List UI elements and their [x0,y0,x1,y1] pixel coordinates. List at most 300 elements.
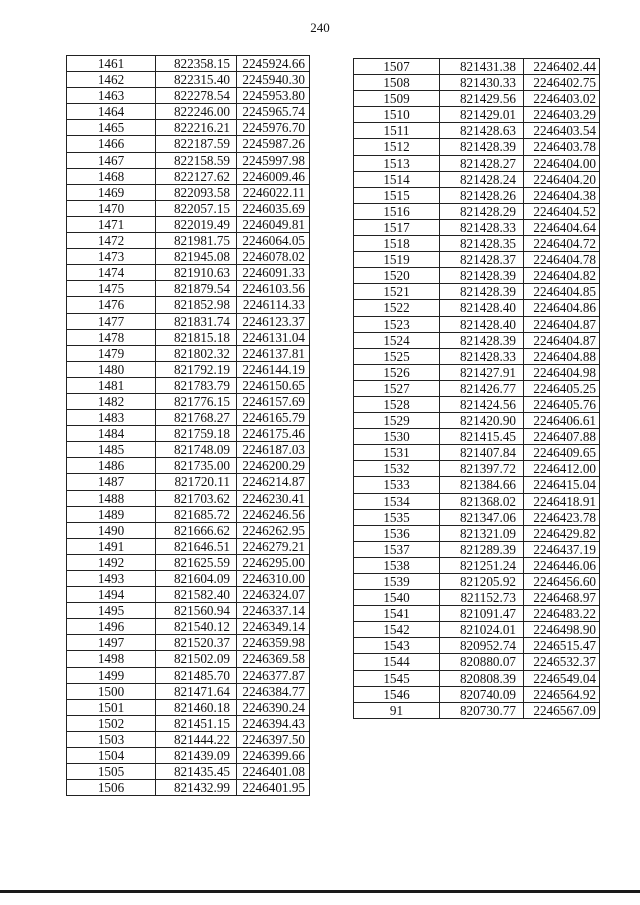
y-coordinate-cell: 2246403.78 [524,139,600,155]
point-number-cell: 1519 [354,252,440,268]
y-coordinate-cell: 2246404.85 [524,284,600,300]
point-number-cell: 1491 [67,538,156,554]
point-number-cell: 1538 [354,557,440,573]
y-coordinate-cell: 2246123.37 [237,313,310,329]
y-coordinate-cell: 2246567.09 [524,702,600,718]
table-row [354,606,600,622]
y-coordinate-cell: 2246399.66 [237,748,310,764]
x-coordinate-cell: 821485.70 [156,667,237,683]
y-coordinate-cell: 2246035.69 [237,200,310,216]
x-coordinate-cell: 821420.90 [440,413,524,429]
point-number-cell: 1507 [354,59,440,75]
y-coordinate-cell: 2246404.00 [524,155,600,171]
x-coordinate-cell: 821428.26 [440,187,524,203]
point-number-cell: 1527 [354,380,440,396]
table-row [67,361,310,377]
x-coordinate-cell: 821646.51 [156,538,237,554]
y-coordinate-cell: 2246114.33 [237,297,310,313]
x-coordinate-cell: 821776.15 [156,393,237,409]
x-coordinate-cell: 821685.72 [156,506,237,522]
y-coordinate-cell: 2246429.82 [524,525,600,541]
y-coordinate-cell: 2246415.04 [524,477,600,493]
y-coordinate-cell: 2246446.06 [524,557,600,573]
point-number-cell: 1518 [354,236,440,252]
point-number-cell: 1496 [67,619,156,635]
coordinate-table-left [66,55,310,796]
table-row [67,120,310,136]
y-coordinate-cell: 2246404.20 [524,171,600,187]
table-row [67,297,310,313]
x-coordinate-cell: 822315.40 [156,72,237,88]
y-coordinate-cell: 2246407.88 [524,429,600,445]
table-row [354,91,600,107]
y-coordinate-cell: 2246437.19 [524,541,600,557]
x-coordinate-cell: 821783.79 [156,377,237,393]
point-number-cell: 1536 [354,525,440,541]
point-number-cell: 1524 [354,332,440,348]
table-row [67,345,310,361]
x-coordinate-cell: 821368.02 [440,493,524,509]
y-coordinate-cell: 2246009.46 [237,168,310,184]
y-coordinate-cell: 2246549.04 [524,670,600,686]
x-coordinate-cell: 821384.66 [440,477,524,493]
table-row [67,442,310,458]
table-row [354,396,600,412]
y-coordinate-cell: 2246404.86 [524,300,600,316]
table-row [67,635,310,651]
y-coordinate-cell: 2246403.29 [524,107,600,123]
y-coordinate-cell: 2246402.75 [524,75,600,91]
y-coordinate-cell: 2246144.19 [237,361,310,377]
x-coordinate-cell: 821428.40 [440,300,524,316]
point-number-cell: 1529 [354,413,440,429]
table-row [67,490,310,506]
table-row [354,236,600,252]
table-row [67,184,310,200]
y-coordinate-cell: 2246230.41 [237,490,310,506]
y-coordinate-cell: 2245987.26 [237,136,310,152]
x-coordinate-cell: 822278.54 [156,88,237,104]
point-number-cell: 1533 [354,477,440,493]
point-number-cell: 1489 [67,506,156,522]
table-row [67,200,310,216]
point-number-cell: 1485 [67,442,156,458]
x-coordinate-cell: 821981.75 [156,233,237,249]
y-coordinate-cell: 2246078.02 [237,249,310,265]
y-coordinate-cell: 2246404.87 [524,316,600,332]
y-coordinate-cell: 2246214.87 [237,474,310,490]
table-row [67,104,310,120]
point-number-cell: 1476 [67,297,156,313]
point-number-cell: 1528 [354,396,440,412]
table-row [354,171,600,187]
table-row [354,670,600,686]
y-coordinate-cell: 2246402.44 [524,59,600,75]
y-coordinate-cell: 2246483.22 [524,606,600,622]
point-number-cell: 1467 [67,152,156,168]
table-row [67,393,310,409]
y-coordinate-cell: 2246404.82 [524,268,600,284]
y-coordinate-cell: 2246412.00 [524,461,600,477]
table-row [354,702,600,718]
x-coordinate-cell: 821439.09 [156,748,237,764]
y-coordinate-cell: 2246091.33 [237,265,310,281]
y-coordinate-cell: 2246397.50 [237,731,310,747]
y-coordinate-cell: 2245924.66 [237,56,310,72]
y-coordinate-cell: 2245953.80 [237,88,310,104]
x-coordinate-cell: 821703.62 [156,490,237,506]
table-row [67,216,310,232]
point-number-cell: 1530 [354,429,440,445]
x-coordinate-cell: 821560.94 [156,603,237,619]
y-coordinate-cell: 2245976.70 [237,120,310,136]
table-row [67,699,310,715]
x-coordinate-cell: 821289.39 [440,541,524,557]
y-coordinate-cell: 2246404.98 [524,364,600,380]
table-row [67,426,310,442]
point-number-cell: 1493 [67,571,156,587]
x-coordinate-cell: 821429.01 [440,107,524,123]
y-coordinate-cell: 2246515.47 [524,638,600,654]
x-coordinate-cell: 821460.18 [156,699,237,715]
table-row [67,88,310,104]
point-number-cell: 1475 [67,281,156,297]
point-number-cell: 1515 [354,187,440,203]
y-coordinate-cell: 2245965.74 [237,104,310,120]
x-coordinate-cell: 821428.24 [440,171,524,187]
point-number-cell: 1534 [354,493,440,509]
point-number-cell: 1539 [354,574,440,590]
table-row [67,329,310,345]
y-coordinate-cell: 2246564.92 [524,686,600,702]
y-coordinate-cell: 2246532.37 [524,654,600,670]
table-row [67,603,310,619]
table-row [67,571,310,587]
point-number-cell: 1513 [354,155,440,171]
table-row [67,281,310,297]
x-coordinate-cell: 821428.29 [440,203,524,219]
x-coordinate-cell: 821424.56 [440,396,524,412]
x-coordinate-cell: 821910.63 [156,265,237,281]
table-row [67,377,310,393]
table-row [67,619,310,635]
point-number-cell: 1473 [67,249,156,265]
table-row [354,557,600,573]
point-number-cell: 1486 [67,458,156,474]
table-row [67,152,310,168]
table-row [354,445,600,461]
table-row [354,574,600,590]
table-row [354,155,600,171]
point-number-cell: 1546 [354,686,440,702]
point-number-cell: 1509 [354,91,440,107]
table-row [67,313,310,329]
table-row [67,715,310,731]
table-row [67,587,310,603]
x-coordinate-cell: 822093.58 [156,184,237,200]
x-coordinate-cell: 821428.39 [440,268,524,284]
point-number-cell: 1526 [354,364,440,380]
x-coordinate-cell: 820730.77 [440,702,524,718]
point-number-cell: 1499 [67,667,156,683]
y-coordinate-cell: 2246409.65 [524,445,600,461]
point-number-cell: 1525 [354,348,440,364]
x-coordinate-cell: 821831.74 [156,313,237,329]
point-number-cell: 1471 [67,216,156,232]
point-number-cell: 1481 [67,377,156,393]
x-coordinate-cell: 821428.39 [440,332,524,348]
y-coordinate-cell: 2246349.14 [237,619,310,635]
x-coordinate-cell: 821431.38 [440,59,524,75]
x-coordinate-cell: 821428.63 [440,123,524,139]
point-number-cell: 1466 [67,136,156,152]
point-number-cell: 1484 [67,426,156,442]
table-row [354,219,600,235]
point-number-cell: 1464 [67,104,156,120]
point-number-cell: 1543 [354,638,440,654]
y-coordinate-cell: 2246137.81 [237,345,310,361]
y-coordinate-cell: 2246404.52 [524,203,600,219]
x-coordinate-cell: 821444.22 [156,731,237,747]
x-coordinate-cell: 821428.37 [440,252,524,268]
table-row [67,538,310,554]
x-coordinate-cell: 821520.37 [156,635,237,651]
table-row [354,638,600,654]
y-coordinate-cell: 2246165.79 [237,410,310,426]
point-number-cell: 1544 [354,654,440,670]
y-coordinate-cell: 2246246.56 [237,506,310,522]
table-row [354,75,600,91]
point-number-cell: 1545 [354,670,440,686]
x-coordinate-cell: 821815.18 [156,329,237,345]
x-coordinate-cell: 821604.09 [156,571,237,587]
x-coordinate-cell: 822216.21 [156,120,237,136]
x-coordinate-cell: 822246.00 [156,104,237,120]
table-row [354,654,600,670]
x-coordinate-cell: 822127.62 [156,168,237,184]
y-coordinate-cell: 2246405.25 [524,380,600,396]
y-coordinate-cell: 2246310.00 [237,571,310,587]
x-coordinate-cell: 821407.84 [440,445,524,461]
table-row [67,233,310,249]
point-number-cell: 1462 [67,72,156,88]
y-coordinate-cell: 2246456.60 [524,574,600,590]
table-row [354,332,600,348]
point-number-cell: 1523 [354,316,440,332]
x-coordinate-cell: 821426.77 [440,380,524,396]
point-number-cell: 1504 [67,748,156,764]
table-row [354,622,600,638]
point-number-cell: 1521 [354,284,440,300]
x-coordinate-cell: 822019.49 [156,216,237,232]
y-coordinate-cell: 2246405.76 [524,396,600,412]
x-coordinate-cell: 821582.40 [156,587,237,603]
x-coordinate-cell: 821759.18 [156,426,237,442]
table-row [354,268,600,284]
x-coordinate-cell: 821428.35 [440,236,524,252]
table-row [354,380,600,396]
table-row [354,300,600,316]
y-coordinate-cell: 2246324.07 [237,587,310,603]
y-coordinate-cell: 2246401.95 [237,780,310,796]
x-coordinate-cell: 821347.06 [440,509,524,525]
point-number-cell: 1540 [354,590,440,606]
point-number-cell: 1469 [67,184,156,200]
y-coordinate-cell: 2246369.58 [237,651,310,667]
point-number-cell: 1497 [67,635,156,651]
x-coordinate-cell: 822358.15 [156,56,237,72]
point-number-cell: 1472 [67,233,156,249]
x-coordinate-cell: 821748.09 [156,442,237,458]
y-coordinate-cell: 2246404.78 [524,252,600,268]
y-coordinate-cell: 2246418.91 [524,493,600,509]
point-number-cell: 1461 [67,56,156,72]
table-row [354,590,600,606]
table-row [354,364,600,380]
table-row [354,316,600,332]
y-coordinate-cell: 2246262.95 [237,522,310,538]
bottom-rule [0,890,640,893]
x-coordinate-cell: 820952.74 [440,638,524,654]
x-coordinate-cell: 821666.62 [156,522,237,538]
y-coordinate-cell: 2246394.43 [237,715,310,731]
point-number-cell: 1503 [67,731,156,747]
y-coordinate-cell: 2246384.77 [237,683,310,699]
x-coordinate-cell: 821802.32 [156,345,237,361]
point-number-cell: 1532 [354,461,440,477]
table-row [67,764,310,780]
x-coordinate-cell: 821852.98 [156,297,237,313]
y-coordinate-cell: 2246377.87 [237,667,310,683]
table-row [67,667,310,683]
point-number-cell: 1495 [67,603,156,619]
y-coordinate-cell: 2246103.56 [237,281,310,297]
y-coordinate-cell: 2246157.69 [237,393,310,409]
x-coordinate-cell: 821428.33 [440,348,524,364]
x-coordinate-cell: 821205.92 [440,574,524,590]
y-coordinate-cell: 2246403.54 [524,123,600,139]
table-row [67,683,310,699]
x-coordinate-cell: 821415.45 [440,429,524,445]
point-number-cell: 1505 [67,764,156,780]
table-row [67,506,310,522]
x-coordinate-cell: 821428.33 [440,219,524,235]
point-number-cell: 1488 [67,490,156,506]
point-number-cell: 1463 [67,88,156,104]
x-coordinate-cell: 821432.99 [156,780,237,796]
point-number-cell: 1494 [67,587,156,603]
point-number-cell: 1511 [354,123,440,139]
y-coordinate-cell: 2246131.04 [237,329,310,345]
point-number-cell: 1531 [354,445,440,461]
table-body [67,56,310,796]
y-coordinate-cell: 2246404.72 [524,236,600,252]
table-row [67,249,310,265]
table-row [354,107,600,123]
y-coordinate-cell: 2246359.98 [237,635,310,651]
point-number-cell: 1487 [67,474,156,490]
table-row [67,651,310,667]
y-coordinate-cell: 2246404.88 [524,348,600,364]
point-number-cell: 1480 [67,361,156,377]
y-coordinate-cell: 2246022.11 [237,184,310,200]
table-row [354,252,600,268]
table-row [67,554,310,570]
point-number-cell: 91 [354,702,440,718]
x-coordinate-cell: 822187.59 [156,136,237,152]
point-number-cell: 1498 [67,651,156,667]
table-row [67,168,310,184]
x-coordinate-cell: 821471.64 [156,683,237,699]
y-coordinate-cell: 2245997.98 [237,152,310,168]
x-coordinate-cell: 821768.27 [156,410,237,426]
x-coordinate-cell: 821435.45 [156,764,237,780]
point-number-cell: 1490 [67,522,156,538]
y-coordinate-cell: 2246187.03 [237,442,310,458]
y-coordinate-cell: 2245940.30 [237,72,310,88]
point-number-cell: 1542 [354,622,440,638]
table-row [354,493,600,509]
table-row [354,139,600,155]
table-row [67,780,310,796]
point-number-cell: 1502 [67,715,156,731]
table-row [354,509,600,525]
table-row [67,72,310,88]
x-coordinate-cell: 821428.39 [440,284,524,300]
x-coordinate-cell: 821428.27 [440,155,524,171]
y-coordinate-cell: 2246498.90 [524,622,600,638]
x-coordinate-cell: 822158.59 [156,152,237,168]
table-row [354,187,600,203]
point-number-cell: 1517 [354,219,440,235]
point-number-cell: 1535 [354,509,440,525]
point-number-cell: 1506 [67,780,156,796]
point-number-cell: 1477 [67,313,156,329]
table-row [354,348,600,364]
coordinate-table-right [353,58,600,719]
table-row [67,748,310,764]
table-row [67,265,310,281]
x-coordinate-cell: 820808.39 [440,670,524,686]
table-row [354,541,600,557]
table-row [354,123,600,139]
x-coordinate-cell: 821091.47 [440,606,524,622]
y-coordinate-cell: 2246468.97 [524,590,600,606]
y-coordinate-cell: 2246404.38 [524,187,600,203]
y-coordinate-cell: 2246150.65 [237,377,310,393]
point-number-cell: 1508 [354,75,440,91]
x-coordinate-cell: 821502.09 [156,651,237,667]
table-row [67,458,310,474]
x-coordinate-cell: 822057.15 [156,200,237,216]
x-coordinate-cell: 821321.09 [440,525,524,541]
table-row [67,731,310,747]
point-number-cell: 1500 [67,683,156,699]
x-coordinate-cell: 821428.39 [440,139,524,155]
table-row [354,461,600,477]
table-row [354,203,600,219]
point-number-cell: 1465 [67,120,156,136]
table-row [354,284,600,300]
y-coordinate-cell: 2246337.14 [237,603,310,619]
x-coordinate-cell: 821024.01 [440,622,524,638]
x-coordinate-cell: 821720.11 [156,474,237,490]
point-number-cell: 1522 [354,300,440,316]
y-coordinate-cell: 2246401.08 [237,764,310,780]
x-coordinate-cell: 821451.15 [156,715,237,731]
x-coordinate-cell: 821625.59 [156,554,237,570]
x-coordinate-cell: 821792.19 [156,361,237,377]
